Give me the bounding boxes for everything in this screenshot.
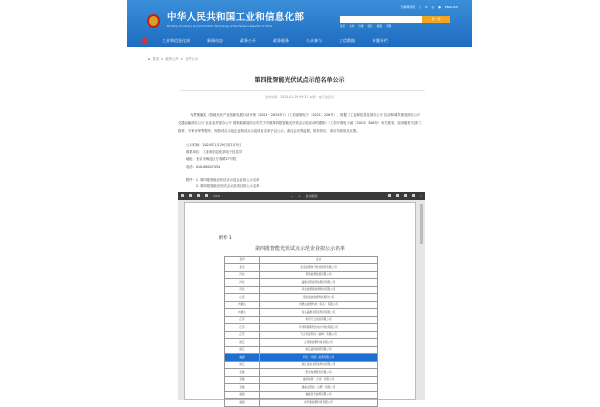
province-cell: 福建	[225, 391, 260, 399]
address: 地址：北京市海淀区万寿路27号院	[186, 157, 237, 162]
nav-item[interactable]: 公众参与	[306, 37, 322, 43]
hot-words	[340, 25, 391, 29]
company-cell: 北京能源电气科技股份有限公司	[260, 264, 378, 272]
province-cell: 福建	[225, 399, 260, 407]
table-row	[225, 301, 378, 309]
attachment-link[interactable]: 2. 第四批智能光伏试点示范项目拟公示名单	[196, 183, 260, 188]
wechat-icon[interactable]: ◎	[431, 5, 435, 9]
table-row	[225, 279, 378, 287]
home-icon[interactable]	[142, 38, 148, 44]
company-cell: 常州天合光能有限公司	[260, 316, 378, 324]
download-icon[interactable]	[404, 194, 407, 197]
province-cell: 浙江	[225, 339, 260, 347]
company-cell: 阳光电源股份有限公司	[260, 369, 378, 377]
table-row	[225, 339, 378, 347]
province-cell: 安徽	[225, 369, 260, 377]
company-table	[224, 256, 378, 407]
article-body	[178, 111, 423, 135]
table-row	[225, 376, 378, 384]
contact-unit: 联系单位：工业和信息化部电子信息司	[186, 150, 243, 155]
hot-word[interactable]: 首页	[340, 25, 346, 28]
province-cell: 山西	[225, 294, 260, 302]
page-title: 第四批智能光伏试点示范名单公示	[254, 77, 345, 84]
company-cell: 包头晶澳太阳能科技有限公司	[260, 309, 378, 317]
breadcrumb-item[interactable]: 政务公开	[165, 57, 179, 61]
province-cell: 河北	[225, 279, 260, 287]
print-icon[interactable]	[396, 194, 399, 197]
attachment-label: 附件 1	[219, 235, 232, 241]
attachment-link[interactable]: 附件：1. 第四批智能光伏试点示范企业拟公示名单	[186, 177, 260, 182]
company-cell: 内蒙古能源科技（包头）有限公司	[260, 301, 378, 309]
more-tools-icon[interactable]: »	[420, 193, 423, 198]
search-icon[interactable]	[189, 194, 192, 197]
table-row	[225, 391, 378, 399]
zoom-in-icon[interactable]: +	[297, 193, 301, 198]
hot-word[interactable]: 文件	[349, 25, 355, 28]
header-province: 省份	[225, 256, 260, 264]
province-cell: 浙江	[225, 361, 260, 369]
company-cell: 苏州阿特斯阳光电力科技有限公司	[260, 324, 378, 332]
main-nav	[127, 34, 472, 47]
hot-word[interactable]: 专题	[385, 25, 392, 28]
pdf-page	[184, 202, 416, 404]
home-icon[interactable]: ⌂	[148, 56, 151, 61]
table-row	[225, 346, 378, 354]
hot-word[interactable]: 数据	[376, 25, 382, 28]
scrollbar[interactable]	[420, 204, 423, 244]
table-row	[225, 316, 378, 324]
breadcrumb: ⌂ 首页 > 政务公开 > 文件公示	[148, 56, 198, 61]
zoom-select[interactable]: 自动缩放	[305, 193, 318, 198]
company-cell: 天合光能科技（盐城）有限公司	[260, 331, 378, 339]
sidebar-toggle-icon[interactable]	[181, 194, 184, 197]
header-company: 企业	[260, 256, 378, 264]
body-paragraph: 为贯彻落实《智能光伏产业创新发展行动计划（2021－2025年）》（工信部联电子〔2021〕226号），根据《工业和信息化部办公厅 住房和城乡建设部办公厅 交通运输部办公厅 农业农村部办公厅 国家能源局综合司关于开展第四批智能光伏试点示范活动的通知》（工信厅联电子函〔2023〕306号）有关要求，经省级有关部门推荐、专家评审等程序，现将试点示范企业和试点示范项目名单予以公示。请社会各界监督，如有异议，请以书面形式反馈。	[178, 113, 421, 133]
company-cell: 钧石（中国）能源有限公司	[260, 354, 378, 362]
nav-item[interactable]: 新闻动态	[207, 37, 223, 43]
company-cell: 正泰新能源科技有限公司	[260, 339, 378, 347]
site-subtitle: Ministry of Industry and Information Technology of the People's Republic of China	[167, 25, 273, 28]
company-cell: 晶澳太阳能科技股份有限公司	[260, 279, 378, 287]
province-cell: 安徽	[225, 376, 260, 384]
breadcrumb-item[interactable]: 首页	[152, 57, 159, 61]
search-button[interactable]: 搜一搜	[422, 16, 450, 23]
brand	[167, 12, 332, 28]
attachments	[186, 177, 472, 189]
province-cell: 内蒙古	[225, 309, 260, 317]
province-cell: 江苏	[225, 324, 260, 332]
nav-item[interactable]: 工信数据	[339, 37, 355, 43]
hot-word[interactable]: 办事	[358, 25, 364, 28]
company-cell: 晶科能源（上饶）有限公司	[260, 376, 378, 384]
nav-item[interactable]: 工业和信息化部	[162, 37, 190, 43]
table-row	[225, 324, 378, 332]
province-cell: 河北	[225, 286, 260, 294]
article-meta: 发布时间：2024-01-29 09:31 来源：电子信息司	[264, 95, 335, 99]
province-cell: 河北	[225, 271, 260, 279]
page-number[interactable]: 1/24	[213, 193, 220, 198]
table-row	[225, 361, 378, 369]
table-row	[225, 286, 378, 294]
company-cell: 福建金石能源有限公司	[260, 391, 378, 399]
company-cell: 通威太阳能（合肥）有限公司	[260, 384, 378, 392]
bookmark-icon[interactable]	[412, 194, 415, 197]
top-links	[400, 5, 458, 10]
province-cell: 北京	[225, 264, 260, 272]
company-cell: 河北能源新能源科技有限公司	[260, 286, 378, 294]
province-cell: 江苏	[225, 331, 260, 339]
main-content	[127, 55, 472, 404]
zoom-out-icon[interactable]: −	[290, 193, 293, 198]
divider	[180, 90, 425, 91]
breadcrumb-item[interactable]: 文件公示	[185, 57, 198, 61]
prev-page-icon[interactable]	[197, 194, 200, 197]
nav-item[interactable]: 政务公开	[240, 37, 256, 43]
next-page-icon[interactable]	[205, 194, 208, 197]
company-cell: 浙江晶科能源有限公司	[260, 346, 378, 354]
pdf-toolbar	[178, 192, 425, 200]
table-row	[225, 331, 378, 339]
site-header	[127, 0, 472, 47]
company-cell: 晋能清洁能源科技股份公司	[260, 294, 378, 302]
contact-info	[186, 142, 472, 171]
table-row	[225, 354, 378, 362]
table-row	[225, 271, 378, 279]
table-row	[225, 309, 378, 317]
province-cell: 安徽	[225, 384, 260, 392]
hot-word[interactable]: 统计	[367, 25, 373, 28]
table-row	[225, 369, 378, 377]
company-cell: 英利能源发展有限公司	[260, 271, 378, 279]
company-cell: 浙江爱旭太阳能科技有限公司	[260, 361, 378, 369]
weibo-icon[interactable]: ●	[438, 5, 441, 9]
search-input[interactable]	[340, 16, 422, 23]
table-row	[225, 294, 378, 302]
mail-icon[interactable]: ✉	[425, 5, 428, 9]
table-row	[225, 384, 378, 392]
phone: 电话：010-68207454	[186, 164, 221, 169]
province-cell: 福建	[225, 354, 260, 362]
province-cell: 内蒙古	[225, 301, 260, 309]
table-header-row	[225, 256, 378, 264]
company-cell: 时代新能源科技有限公司	[260, 399, 378, 407]
nav-item[interactable]: 政务服务	[273, 37, 289, 43]
province-cell: 浙江	[225, 346, 260, 354]
publicity-period: 公示时间：2024年1月29日至2月5日	[186, 143, 242, 147]
accessibility-link[interactable]: 无障碍浏览	[400, 5, 416, 9]
site-title[interactable]: 中华人民共和国工业和信息化部	[167, 12, 305, 23]
pdf-viewer[interactable]	[178, 200, 425, 404]
mobile-icon[interactable]: ▯	[419, 5, 422, 9]
document-title: 第四批智能光伏试点示范企业拟公示名单	[254, 245, 345, 252]
table-row	[225, 264, 378, 272]
national-emblem-icon	[147, 14, 160, 28]
fullscreen-icon[interactable]	[388, 194, 391, 197]
nav-item[interactable]: 专题专栏	[372, 37, 388, 43]
province-cell: 江苏	[225, 316, 260, 324]
english-link[interactable]: ENGLISH	[444, 5, 458, 9]
